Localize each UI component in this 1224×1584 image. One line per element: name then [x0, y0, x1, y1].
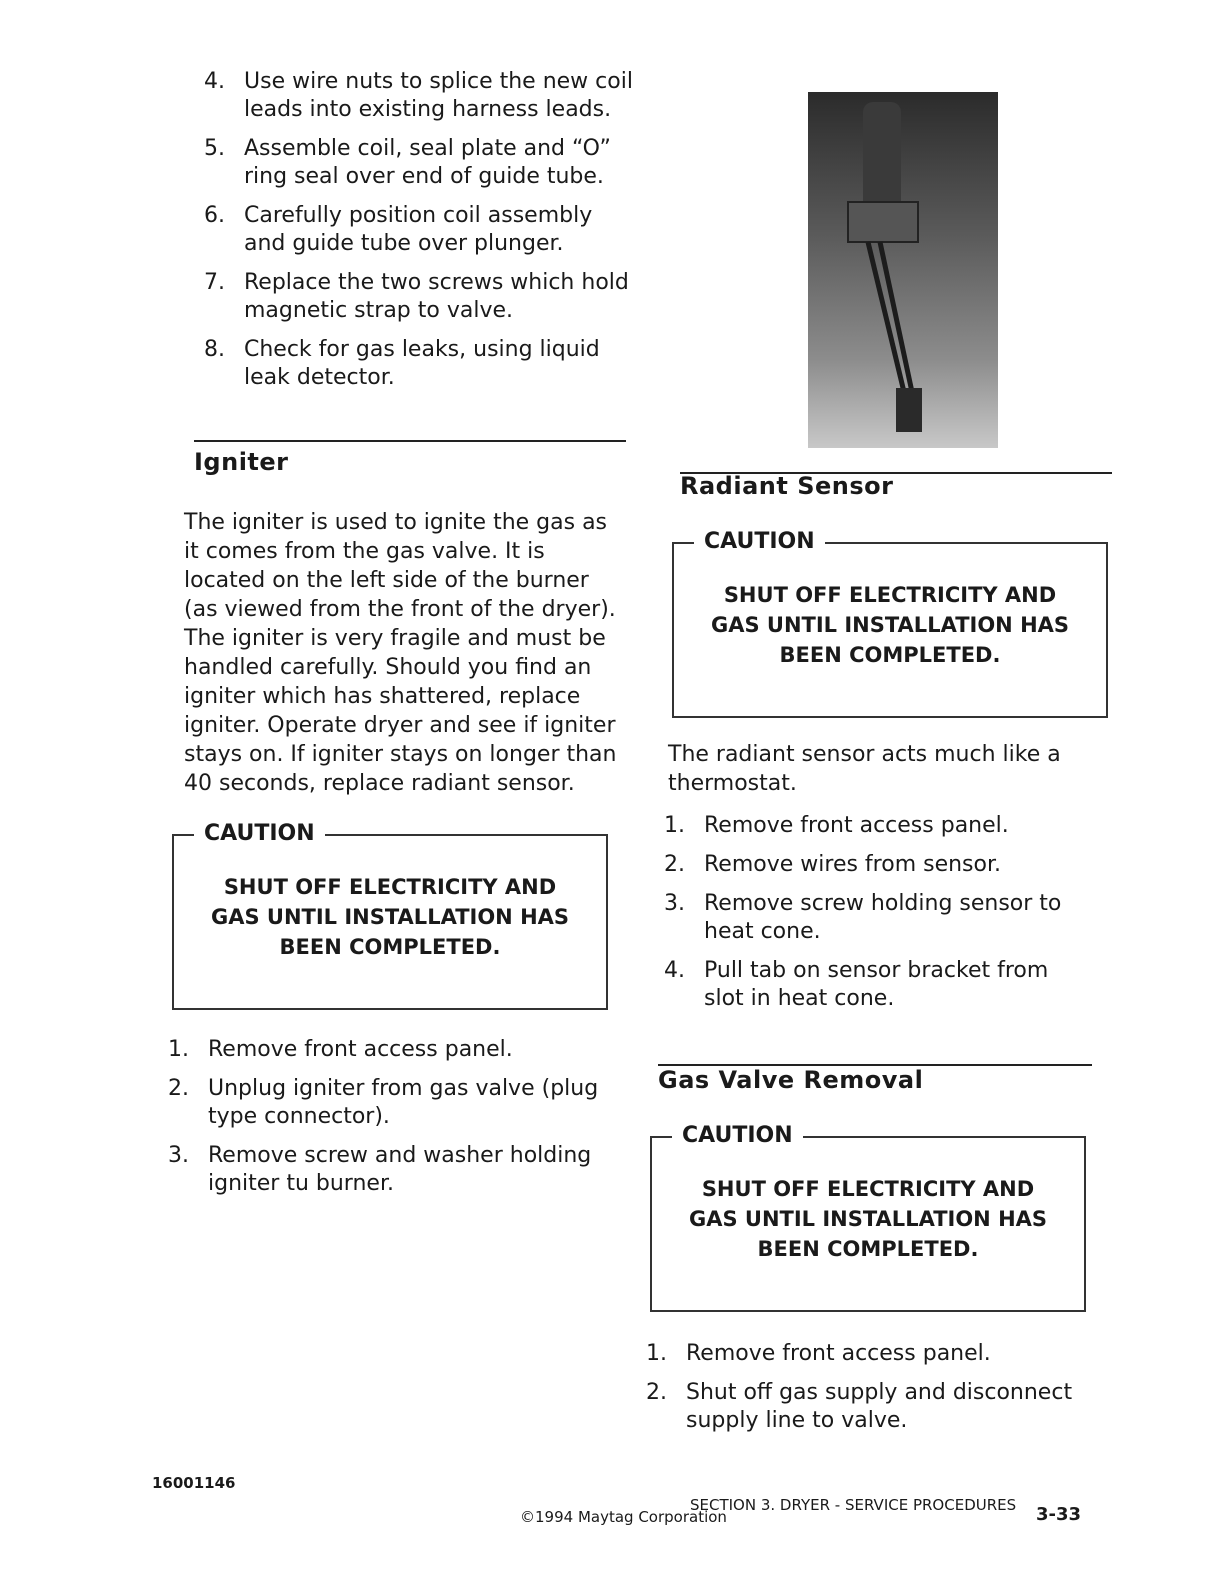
radiant-sensor-photo [808, 92, 998, 448]
list-item: 3. Remove screw and washer holding igniter tu burner. [168, 1143, 592, 1196]
page-number: 3-33 [1036, 1504, 1082, 1525]
list-item: 1. Remove front access panel. [664, 813, 1009, 838]
list-item: 1. Remove front access panel. [168, 1037, 513, 1062]
list-item: 1. Remove front access panel. [646, 1341, 991, 1366]
doc-number: 16001146 [152, 1474, 236, 1492]
igniter-steps-list [168, 1036, 608, 1209]
sensor-image [808, 92, 998, 448]
igniter-caution-box [172, 821, 608, 1010]
caution-label: CAUTION [672, 1123, 803, 1149]
list-item: 5. Assemble coil, seal plate and “O” ring seal over end of guide tube. [204, 136, 611, 189]
section-divider [194, 440, 626, 442]
caution-text: SHUT OFF ELECTRICITY AND GAS UNTIL INSTALLATION HAS BEEN COMPLETED. [688, 1177, 1048, 1261]
radiant-sensor-paragraph: The radiant sensor acts much like a thermostat. [668, 742, 1061, 796]
left-steps-list [204, 68, 634, 403]
gas-valve-caution-box [650, 1123, 1086, 1312]
igniter-paragraph: The igniter is used to ignite the gas as it comes from the gas valve. It is located on the left side of the burner (as viewed from the front of the dryer). The igniter is very fragile and must be handled carefully. Should you find an igniter which has shattered, replace igniter. Operate dryer and see if igniter stays on. If igniter stays on longer than 40 seconds, replace radiant sensor. [184, 510, 617, 796]
radiant-sensor-caution-box [672, 529, 1108, 718]
list-item: 7. Replace the two screws which hold magnetic strap to valve. [204, 270, 629, 323]
list-item: 4. Pull tab on sensor bracket from slot in heat cone. [664, 958, 1049, 1011]
list-item: 8. Check for gas leaks, using liquid leak detector. [204, 337, 600, 390]
caution-text: SHUT OFF ELECTRICITY AND GAS UNTIL INSTALLATION HAS BEEN COMPLETED. [710, 583, 1070, 667]
section-label: SECTION 3. DRYER - SERVICE PROCEDURES [690, 1496, 1017, 1514]
caution-label: CAUTION [694, 529, 825, 555]
list-item: 2. Shut off gas supply and disconnect supply line to valve. [646, 1380, 1073, 1433]
list-item: 2. Remove wires from sensor. [664, 852, 1001, 877]
list-item: 3. Remove screw holding sensor to heat cone. [664, 891, 1062, 944]
list-item: 6. Carefully position coil assembly and guide tube over plunger. [204, 203, 593, 256]
list-item: 4. Use wire nuts to splice the new coil leads into existing harness leads. [204, 69, 633, 122]
igniter-heading: Igniter [194, 448, 289, 476]
radiant-sensor-steps-list [664, 812, 1084, 1024]
list-item: 2. Unplug igniter from gas valve (plug type connector). [168, 1076, 599, 1129]
gas-valve-heading: Gas Valve Removal [658, 1066, 924, 1094]
caution-label: CAUTION [194, 821, 325, 847]
copyright: ©1994 Maytag Corporation [520, 1508, 727, 1526]
gas-valve-steps-list [646, 1340, 1076, 1446]
caution-text: SHUT OFF ELECTRICITY AND GAS UNTIL INSTALLATION HAS BEEN COMPLETED. [210, 875, 570, 959]
radiant-sensor-heading: Radiant Sensor [680, 472, 894, 500]
